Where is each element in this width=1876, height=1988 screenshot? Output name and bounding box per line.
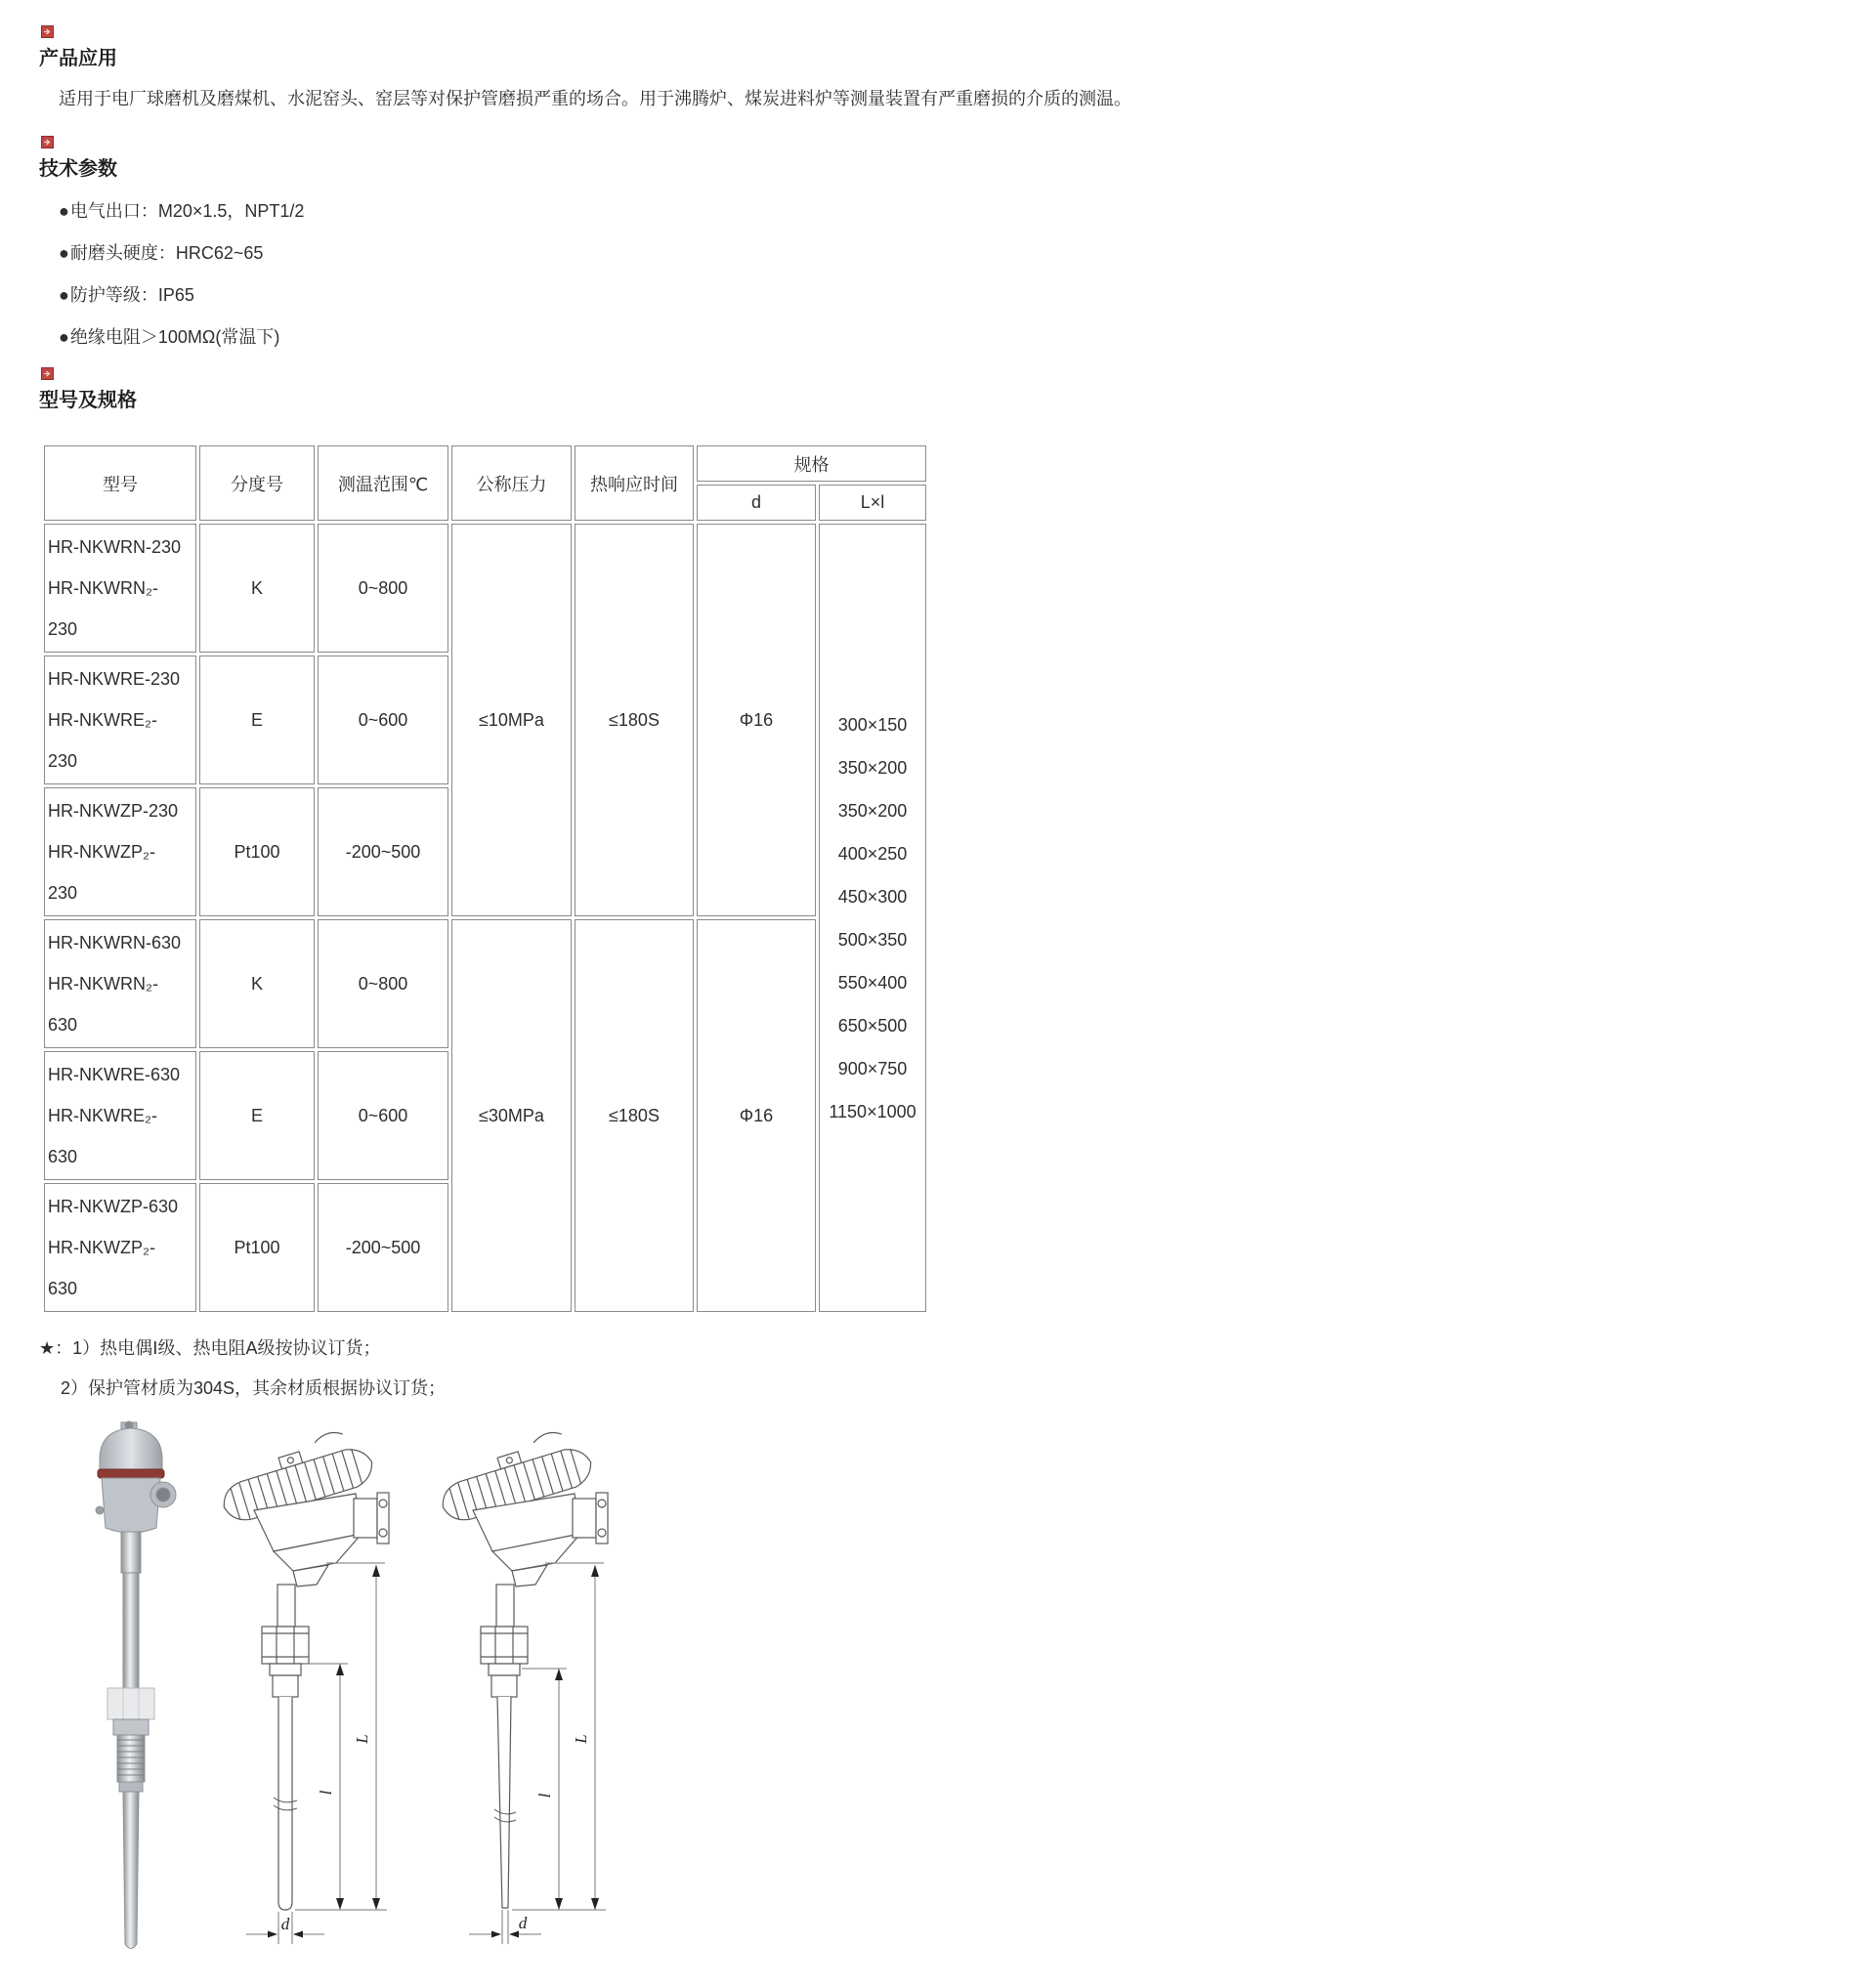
range-cell: -200~500 (318, 1183, 448, 1312)
model-line: HR-NKWZP₂- (48, 842, 155, 862)
model-line: HR-NKWZP-230 (48, 801, 179, 821)
model-line: HR-NKWZP₂- (48, 1238, 155, 1257)
col-header-range: 测温范围℃ (318, 445, 448, 521)
model-cell (44, 787, 196, 916)
lxl-value: 400×250 (837, 843, 908, 864)
model-line: HR-NKWRE₂- (48, 1106, 157, 1125)
graduation-cell: K (199, 919, 315, 1048)
graduation-cell: Pt100 (199, 1183, 315, 1312)
bullet-dot: ● (59, 285, 69, 305)
tech-param-item (59, 241, 1876, 265)
section-marker-icon (41, 25, 54, 38)
drawings-section (39, 1417, 1876, 1988)
bullet-dot: ● (59, 327, 69, 347)
table-row (44, 524, 926, 653)
lxl-value: 900×750 (837, 1058, 908, 1079)
tech-params-list (59, 199, 1876, 349)
pressure-cell: ≤30MPa (451, 919, 572, 1312)
col-header-pressure: 公称压力 (451, 445, 572, 521)
footnotes (39, 1336, 1876, 1400)
lxl-value: 500×350 (837, 929, 908, 950)
graduation-cell: E (199, 656, 315, 784)
range-cell: 0~800 (318, 919, 448, 1048)
section-marker-icon (41, 367, 54, 380)
section-title-application: 产品应用 (39, 48, 117, 69)
lxl-cell (819, 524, 926, 1312)
spec-table (41, 443, 929, 1315)
section-marker-icon (41, 136, 54, 148)
model-line: HR-NKWRN₂- (48, 578, 158, 598)
model-cell (44, 1183, 196, 1312)
range-cell: 0~600 (318, 656, 448, 784)
diameter-cell: Φ16 (697, 524, 816, 916)
range-cell: -200~500 (318, 787, 448, 916)
tech-param-text: 绝缘电阻＞100MΩ(常温下) (69, 327, 280, 347)
col-header-spec-d: d (697, 485, 816, 521)
model-line: HR-NKWRE-630 (48, 1065, 181, 1084)
pressure-cell: ≤10MPa (451, 524, 572, 916)
col-header-response: 热响应时间 (575, 445, 694, 521)
tech-param-item (59, 325, 1876, 349)
model-line: HR-NKWRN-630 (48, 933, 182, 952)
model-line: HR-NKWRE-230 (48, 669, 181, 689)
col-header-spec-lxl: L×l (819, 485, 926, 521)
red-bullet-icon (41, 25, 54, 38)
tech-param-text: 防护等级：IP65 (69, 285, 194, 305)
bullet-dot: ● (59, 201, 69, 221)
footnote-1: ★：1）热电偶Ⅰ级、热电阻A级按协议订货； (39, 1338, 381, 1358)
lxl-value: 300×150 (837, 714, 908, 735)
model-line: HR-NKWRE₂- (48, 710, 157, 730)
dimension-label-d: d (518, 1914, 528, 1932)
tech-param-text: 电气出口：M20×1.5，NPT1/2 (69, 201, 305, 221)
col-header-graduation: 分度号 (199, 445, 315, 521)
lxl-value: 350×200 (837, 800, 908, 821)
model-line: HR-NKWZP-630 (48, 1197, 179, 1216)
graduation-cell: K (199, 524, 315, 653)
model-line: 630 (48, 1147, 78, 1166)
section-title-tech-params: 技术参数 (39, 158, 117, 180)
red-bullet-icon (41, 136, 54, 148)
model-line: HR-NKWRN₂- (48, 974, 158, 994)
model-cell (44, 919, 196, 1048)
footnote-2: 2）保护管材质为304S，其余材质根据协议订货； (61, 1378, 447, 1398)
thermocouple-photo (80, 1417, 182, 1978)
model-line: 230 (48, 751, 78, 771)
application-paragraph: 适用于电厂球磨机及磨煤机、水泥窑头、窑层等对保护管磨损严重的场合。用于沸腾炉、煤炭进料炉等测量装置有严重磨损的介质的测温。 (59, 89, 1131, 108)
thermocouple-drawing-tapered (430, 1417, 618, 1978)
graduation-cell: Pt100 (199, 787, 315, 916)
model-line: 230 (48, 883, 78, 903)
range-cell: 0~800 (318, 524, 448, 653)
bullet-dot: ● (59, 243, 69, 263)
range-cell: 0~600 (318, 1051, 448, 1180)
thermocouple-drawing-straight (211, 1417, 399, 1978)
model-cell (44, 656, 196, 784)
graduation-cell: E (199, 1051, 315, 1180)
diameter-cell: Φ16 (697, 919, 816, 1312)
lxl-value: 450×300 (837, 886, 908, 907)
response-cell: ≤180S (575, 919, 694, 1312)
model-cell (44, 1051, 196, 1180)
table-row (44, 919, 926, 1048)
model-line: 630 (48, 1279, 78, 1298)
tech-param-text: 耐磨头硬度：HRC62~65 (69, 243, 264, 263)
model-cell (44, 524, 196, 653)
col-header-model: 型号 (44, 445, 196, 521)
tech-param-item (59, 283, 1876, 307)
model-line: HR-NKWRN-230 (48, 537, 182, 557)
section-title-models: 型号及规格 (39, 390, 137, 411)
dimension-label-l: l (317, 1790, 335, 1796)
col-header-spec: 规格 (697, 445, 926, 482)
red-bullet-icon (41, 367, 54, 380)
dimension-label-L: L (572, 1734, 590, 1744)
lxl-value: 350×200 (837, 757, 908, 778)
lxl-value: 550×400 (837, 972, 908, 993)
dimension-label-d: d (280, 1915, 290, 1933)
lxl-value: 1150×1000 (829, 1101, 917, 1121)
dimension-label-L: L (353, 1734, 371, 1744)
model-line: 230 (48, 619, 78, 639)
lxl-value: 650×500 (837, 1015, 908, 1036)
tech-param-item (59, 199, 1876, 223)
model-line: 630 (48, 1015, 78, 1035)
dimension-label-l: l (535, 1793, 554, 1798)
response-cell: ≤180S (575, 524, 694, 916)
